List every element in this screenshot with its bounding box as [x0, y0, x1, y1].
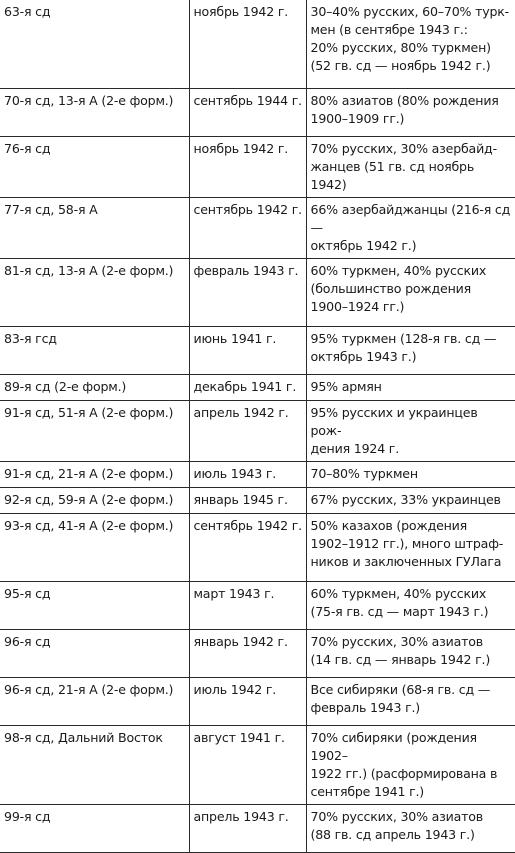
composition-cell [306, 629, 515, 677]
table-row [0, 88, 515, 136]
division-cell [0, 461, 189, 487]
division-cell [0, 326, 189, 374]
composition-text: 70–80% туркмен [310, 465, 418, 481]
table-row [0, 487, 515, 513]
composition-cell [306, 804, 515, 852]
composition-text: 50% казахов (рождения 1902–1912 гг.), много штраф- ников и заключенных ГУЛага [310, 517, 504, 569]
composition-cell [306, 0, 515, 88]
date-text: февраль 1943 г. [193, 262, 299, 278]
division-cell [0, 581, 189, 629]
composition-cell [306, 258, 515, 326]
date-cell [189, 136, 306, 197]
division-cell [0, 629, 189, 677]
composition-text: 95% туркмен (128-я гв. сд — октябрь 1943 г.) [310, 330, 497, 364]
date-cell [189, 677, 306, 725]
division-text: 70-я сд, 13-я А (2-е форм.) [4, 92, 174, 108]
composition-cell [306, 400, 515, 461]
division-cell [0, 88, 189, 136]
division-cell [0, 513, 189, 581]
division-text: 76-я сд [4, 140, 51, 156]
composition-text: 70% русских, 30% азиатов (14 гв. сд — январь 1942 г.) [310, 633, 491, 667]
date-cell [189, 326, 306, 374]
date-cell [189, 461, 306, 487]
composition-cell [306, 677, 515, 725]
composition-cell [306, 487, 515, 513]
division-text: 77-я сд, 58-я А [4, 201, 98, 217]
table-row [0, 136, 515, 197]
date-text: январь 1942 г. [193, 633, 288, 649]
date-text: август 1941 г. [193, 729, 285, 745]
division-text: 98-я сд, Дальний Восток [4, 729, 163, 745]
date-text: сентябрь 1944 г. [193, 92, 302, 108]
date-text: декабрь 1941 г. [193, 378, 297, 394]
composition-cell [306, 461, 515, 487]
date-cell [189, 804, 306, 852]
division-cell [0, 487, 189, 513]
division-cell [0, 804, 189, 852]
date-text: апрель 1943 г. [193, 808, 289, 824]
date-text: март 1943 г. [193, 585, 275, 601]
table-row [0, 513, 515, 581]
division-cell [0, 400, 189, 461]
table-row [0, 400, 515, 461]
table-row [0, 581, 515, 629]
table-row [0, 374, 515, 400]
division-text: 96-я сд [4, 633, 51, 649]
composition-text: 60% туркмен, 40% русских (75-я гв. сд — март 1943 г.) [310, 585, 489, 619]
division-text: 91-я сд, 21-я А (2-е форм.) [4, 465, 174, 481]
composition-text: 60% туркмен, 40% русских (большинство рождения 1900–1924 гг.) [310, 262, 487, 314]
division-text: 91-я сд, 51-я А (2-е форм.) [4, 404, 174, 420]
composition-cell [306, 326, 515, 374]
division-text: 89-я сд (2-е форм.) [4, 378, 127, 394]
date-cell [189, 197, 306, 258]
division-text: 95-я сд [4, 585, 51, 601]
date-cell [189, 88, 306, 136]
division-text: 83-я гсд [4, 330, 57, 346]
composition-cell [306, 136, 515, 197]
date-text: июнь 1941 г. [193, 330, 277, 346]
division-text: 92-я сд, 59-я А (2-е форм.) [4, 491, 174, 507]
composition-text: Все сибиряки (68-я гв. сд — февраль 1943 г.) [310, 681, 491, 715]
date-cell [189, 258, 306, 326]
date-cell [189, 0, 306, 88]
division-text: 96-я сд, 21-я А (2-е форм.) [4, 681, 174, 697]
table-row [0, 461, 515, 487]
division-cell [0, 136, 189, 197]
division-cell [0, 374, 189, 400]
composition-text: 80% азиатов (80% рождения 1900–1909 гг.) [310, 92, 499, 126]
date-text: сентябрь 1942 г. [193, 517, 302, 533]
composition-cell [306, 88, 515, 136]
date-cell [189, 487, 306, 513]
date-cell [189, 581, 306, 629]
composition-cell [306, 581, 515, 629]
composition-text: 67% русских, 33% украинцев [310, 491, 501, 507]
date-text: ноябрь 1942 г. [193, 140, 289, 156]
division-text: 63-я сд [4, 4, 51, 19]
composition-text: 95% армян [310, 378, 382, 394]
date-text: июль 1943 г. [193, 465, 277, 481]
date-cell [189, 374, 306, 400]
date-text: сентябрь 1942 г. [193, 201, 302, 217]
composition-text: 30–40% русских, 60–70% турк- мен (в сентябре 1943 г.: 20% русских, 80% туркмен) (52 гв. сд — ноябрь 1942 г.) [310, 4, 510, 73]
table-row [0, 197, 515, 258]
division-cell [0, 677, 189, 725]
date-text: январь 1945 г. [193, 491, 288, 507]
table-row [0, 258, 515, 326]
date-text: апрель 1942 г. [193, 404, 289, 420]
composition-cell [306, 374, 515, 400]
composition-text: 95% русских и украинцев рож- дения 1924 г. [310, 404, 478, 456]
table-row [0, 0, 515, 88]
table-row [0, 326, 515, 374]
date-text: ноябрь 1942 г. [193, 4, 289, 19]
composition-text: 70% русских, 30% азербайд- жанцев (51 гв. сд ноябрь 1942) [310, 140, 497, 192]
division-cell [0, 0, 189, 88]
composition-cell [306, 513, 515, 581]
table-row [0, 629, 515, 677]
division-text: 99-я сд [4, 808, 51, 824]
table-row [0, 804, 515, 852]
date-cell [189, 513, 306, 581]
date-cell [189, 400, 306, 461]
date-text: июль 1942 г. [193, 681, 277, 697]
date-cell [189, 629, 306, 677]
division-text: 81-я сд, 13-я А (2-е форм.) [4, 262, 174, 278]
composition-text: 66% азербайджанцы (216-я сд — октябрь 1942 г.) [310, 201, 511, 253]
table-row [0, 725, 515, 804]
division-cell [0, 258, 189, 326]
table-row [0, 677, 515, 725]
date-cell [189, 725, 306, 804]
composition-cell [306, 197, 515, 258]
composition-text: 70% русских, 30% азиатов (88 гв. сд апрель 1943 г.) [310, 808, 484, 842]
division-cell [0, 197, 189, 258]
division-cell [0, 725, 189, 804]
composition-cell [306, 725, 515, 804]
division-text: 93-я сд, 41-я А (2-е форм.) [4, 517, 174, 533]
composition-text: 70% сибиряки (рождения 1902– 1922 гг.) (расформирована в сентябре 1941 г.) [310, 729, 498, 799]
